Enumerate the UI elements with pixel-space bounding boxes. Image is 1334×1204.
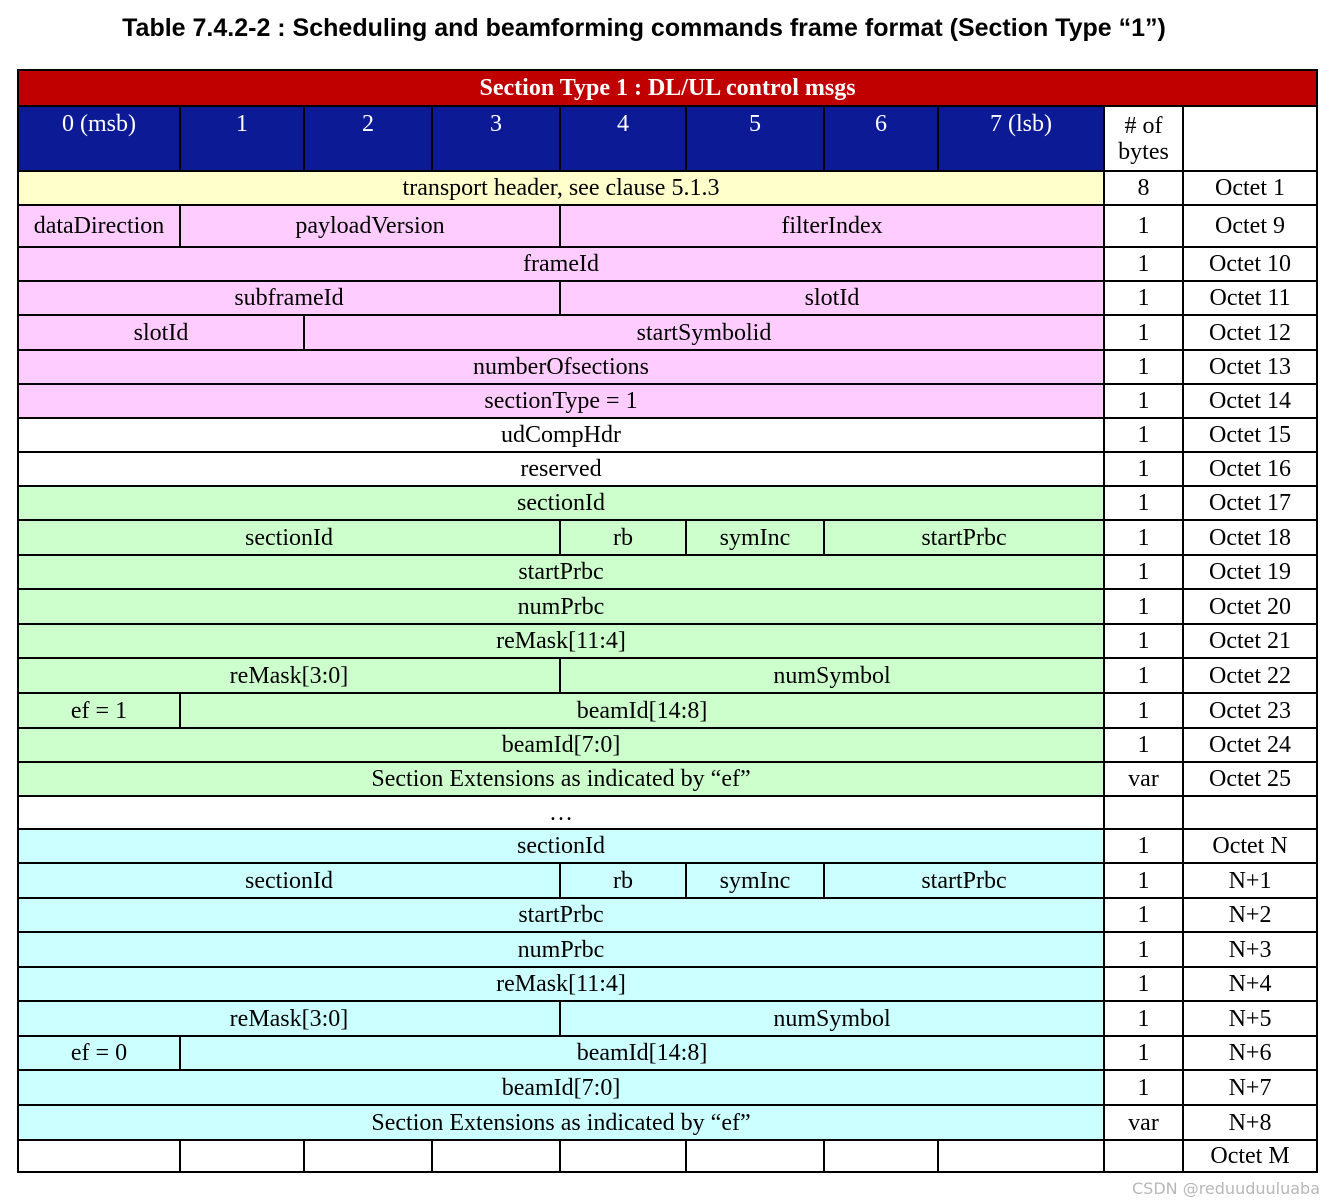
table-row: [18, 205, 1317, 247]
field-cell: rb: [560, 863, 686, 898]
octet-column-header: [1183, 106, 1317, 171]
bytes-cell: 1: [1104, 486, 1183, 520]
field-cell: reMask[11:4]: [18, 967, 1104, 1001]
octet-cell: Octet 9: [1183, 205, 1317, 247]
bytes-cell: 1: [1104, 589, 1183, 624]
octet-cell: N+4: [1183, 967, 1317, 1001]
field-cell: slotId: [18, 315, 304, 350]
bytes-cell: 1: [1104, 247, 1183, 281]
field-cell: sectionId: [18, 486, 1104, 520]
octet-cell: Octet 25: [1183, 762, 1317, 796]
field-cell: dataDirection: [18, 205, 180, 247]
field-cell: payloadVersion: [180, 205, 560, 247]
bytes-header-line1: # of: [1124, 112, 1163, 139]
bytes-cell: 1: [1104, 384, 1183, 418]
octet-cell: N+8: [1183, 1105, 1317, 1140]
octet-cell: Octet 11: [1183, 281, 1317, 315]
field-cell: reMask[3:0]: [18, 658, 560, 693]
field-cell: filterIndex: [560, 205, 1104, 247]
table-row: [18, 1070, 1317, 1105]
field-cell: frameId: [18, 247, 1104, 281]
table-row: [18, 315, 1317, 350]
octet-cell: Octet 21: [1183, 624, 1317, 658]
bytes-cell: 1: [1104, 898, 1183, 932]
field-cell: ef = 0: [18, 1036, 180, 1070]
bit-0-header: 0 (msb): [18, 106, 180, 171]
field-cell: reMask[3:0]: [18, 1001, 560, 1036]
table-row: [18, 762, 1317, 796]
field-cell: rb: [560, 520, 686, 555]
field-cell: symInc: [686, 863, 824, 898]
bytes-cell: 1: [1104, 205, 1183, 247]
field-cell: startPrbc: [824, 520, 1104, 555]
octet-cell: Octet 23: [1183, 693, 1317, 728]
field-cell: …: [18, 796, 1104, 829]
field-cell: sectionType = 1: [18, 384, 1104, 418]
octet-cell: Octet 16: [1183, 452, 1317, 486]
bytes-cell: 1: [1104, 520, 1183, 555]
table-row: [18, 624, 1317, 658]
table-row: [18, 384, 1317, 418]
field-cell: symInc: [686, 520, 824, 555]
bytes-cell: 1: [1104, 452, 1183, 486]
bytes-cell: [1104, 796, 1183, 829]
table-title-row: [18, 70, 1317, 106]
empty-cell: [686, 1140, 824, 1172]
field-cell: reserved: [18, 452, 1104, 486]
empty-cell: [304, 1140, 432, 1172]
field-cell: startPrbc: [824, 863, 1104, 898]
table-row: [18, 418, 1317, 452]
octet-cell: N+1: [1183, 863, 1317, 898]
table-caption: Table 7.4.2-2 : Scheduling and beamforming commands frame format (Section Type “1”): [122, 14, 1166, 42]
field-cell: Section Extensions as indicated by “ef”: [18, 762, 1104, 796]
field-cell: startSymbolid: [304, 315, 1104, 350]
empty-cell: [560, 1140, 686, 1172]
bit-2-header: 2: [304, 106, 432, 171]
empty-cell: [938, 1140, 1104, 1172]
table-row: [18, 171, 1317, 205]
field-cell: numSymbol: [560, 658, 1104, 693]
field-cell: udCompHdr: [18, 418, 1104, 452]
octet-cell: Octet 24: [1183, 728, 1317, 762]
empty-cell: [18, 1140, 180, 1172]
octet-cell: Octet 12: [1183, 315, 1317, 350]
field-cell: transport header, see clause 5.1.3: [18, 171, 1104, 205]
bytes-cell: 1: [1104, 967, 1183, 1001]
table-row: [18, 898, 1317, 932]
field-cell: numberOfsections: [18, 350, 1104, 384]
bytes-column-header: [1104, 106, 1183, 171]
field-cell: reMask[11:4]: [18, 624, 1104, 658]
bytes-cell: 1: [1104, 728, 1183, 762]
bytes-cell: 1: [1104, 624, 1183, 658]
octet-cell: N+2: [1183, 898, 1317, 932]
empty-cell: [824, 1140, 938, 1172]
bytes-cell: 1: [1104, 693, 1183, 728]
octet-cell: Octet 17: [1183, 486, 1317, 520]
field-cell: slotId: [560, 281, 1104, 315]
field-cell: numPrbc: [18, 589, 1104, 624]
field-cell: sectionId: [18, 863, 560, 898]
field-cell: sectionId: [18, 520, 560, 555]
field-cell: startPrbc: [18, 898, 1104, 932]
table-row: [18, 728, 1317, 762]
table-row: [18, 555, 1317, 589]
empty-cell: [180, 1140, 304, 1172]
bytes-cell: 1: [1104, 658, 1183, 693]
table-row: [18, 589, 1317, 624]
table-row: [18, 967, 1317, 1001]
table-row: [18, 658, 1317, 693]
field-cell: sectionId: [18, 829, 1104, 863]
bytes-cell: 1: [1104, 1036, 1183, 1070]
bytes-cell: 1: [1104, 829, 1183, 863]
bit-4-header: 4: [560, 106, 686, 171]
bytes-cell: 1: [1104, 350, 1183, 384]
table-row: [18, 1140, 1317, 1172]
bit-7-header: 7 (lsb): [938, 106, 1104, 171]
table-row: [18, 796, 1317, 829]
field-cell: beamId[14:8]: [180, 693, 1104, 728]
bytes-cell: [1104, 1140, 1183, 1172]
bit-header-row: [18, 106, 1317, 171]
bytes-cell: 1: [1104, 1070, 1183, 1105]
octet-cell: N+5: [1183, 1001, 1317, 1036]
field-cell: ef = 1: [18, 693, 180, 728]
bytes-cell: 1: [1104, 315, 1183, 350]
table-row: [18, 1105, 1317, 1140]
table-row: [18, 247, 1317, 281]
table-row: [18, 932, 1317, 967]
bit-5-header: 5: [686, 106, 824, 171]
bytes-cell: var: [1104, 762, 1183, 796]
table-row: [18, 693, 1317, 728]
field-cell: beamId[7:0]: [18, 728, 1104, 762]
octet-cell: Octet 1: [1183, 171, 1317, 205]
field-cell: numSymbol: [560, 1001, 1104, 1036]
frame-format-table: [17, 69, 1318, 1173]
bit-3-header: 3: [432, 106, 560, 171]
octet-cell: Octet M: [1183, 1140, 1317, 1172]
octet-cell: Octet 22: [1183, 658, 1317, 693]
empty-cell: [432, 1140, 560, 1172]
bytes-cell: 1: [1104, 281, 1183, 315]
bytes-cell: 1: [1104, 863, 1183, 898]
table-row: [18, 281, 1317, 315]
table-row: [18, 486, 1317, 520]
table-row: [18, 452, 1317, 486]
octet-cell: Octet 10: [1183, 247, 1317, 281]
bytes-cell: var: [1104, 1105, 1183, 1140]
field-cell: beamId[14:8]: [180, 1036, 1104, 1070]
table-title: Section Type 1 : DL/UL control msgs: [18, 70, 1317, 106]
field-cell: Section Extensions as indicated by “ef”: [18, 1105, 1104, 1140]
bit-6-header: 6: [824, 106, 938, 171]
table-row: [18, 829, 1317, 863]
bytes-cell: 1: [1104, 555, 1183, 589]
octet-cell: Octet 18: [1183, 520, 1317, 555]
field-cell: subframeId: [18, 281, 560, 315]
octet-cell: Octet 13: [1183, 350, 1317, 384]
octet-cell: N+6: [1183, 1036, 1317, 1070]
table-row: [18, 1001, 1317, 1036]
table-row: [18, 1036, 1317, 1070]
octet-cell: Octet N: [1183, 829, 1317, 863]
octet-cell: N+3: [1183, 932, 1317, 967]
field-cell: startPrbc: [18, 555, 1104, 589]
octet-cell: Octet 14: [1183, 384, 1317, 418]
table-row: [18, 350, 1317, 384]
bytes-cell: 8: [1104, 171, 1183, 205]
octet-cell: N+7: [1183, 1070, 1317, 1105]
bytes-cell: 1: [1104, 1001, 1183, 1036]
watermark: CSDN @reduuduuluaba: [1132, 1179, 1320, 1198]
table-row: [18, 863, 1317, 898]
bit-1-header: 1: [180, 106, 304, 171]
octet-cell: Octet 19: [1183, 555, 1317, 589]
octet-cell: Octet 15: [1183, 418, 1317, 452]
field-cell: beamId[7:0]: [18, 1070, 1104, 1105]
bytes-header-line2: bytes: [1118, 138, 1169, 165]
octet-cell: [1183, 796, 1317, 829]
table-row: [18, 520, 1317, 555]
bytes-cell: 1: [1104, 932, 1183, 967]
octet-cell: Octet 20: [1183, 589, 1317, 624]
field-cell: numPrbc: [18, 932, 1104, 967]
bytes-cell: 1: [1104, 418, 1183, 452]
